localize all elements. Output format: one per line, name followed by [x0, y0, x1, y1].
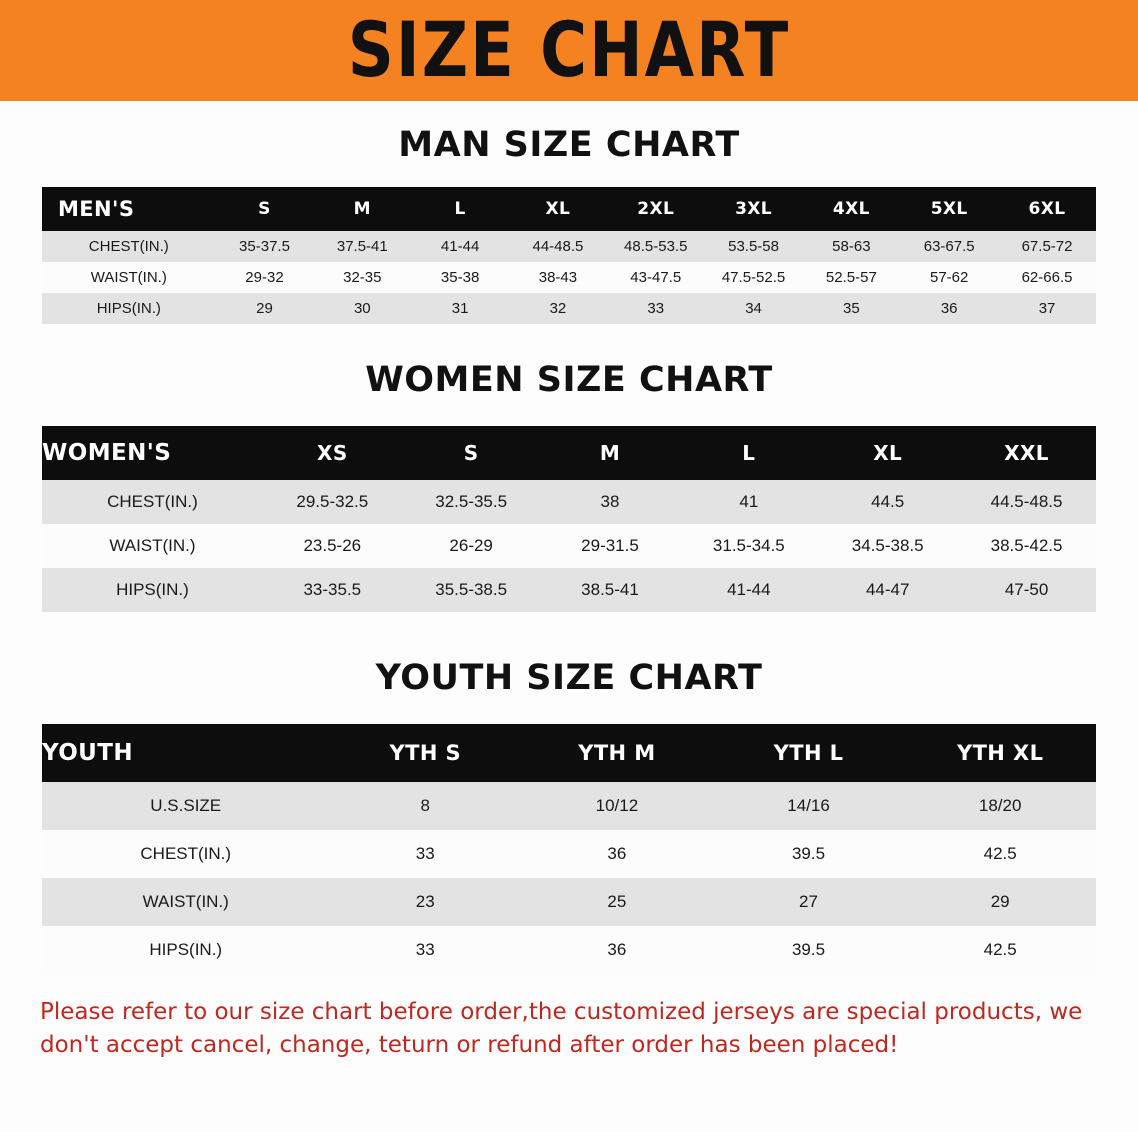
table-cell: 33	[329, 830, 521, 878]
table-corner-label: MEN'S	[42, 187, 216, 231]
order-policy-note: Please refer to our size chart before order,the customized jerseys are special products, we don't accept cancel, change, teturn or refund after order has been placed!	[40, 999, 1083, 1059]
table-cell: 42.5	[904, 926, 1096, 974]
man-table-wrap	[42, 187, 1096, 324]
table-row	[42, 262, 1096, 293]
table-cell: 29-31.5	[541, 524, 680, 568]
row-label: HIPS(IN.)	[42, 926, 329, 974]
row-label: CHEST(IN.)	[42, 830, 329, 878]
table-cell: 41-44	[411, 231, 509, 262]
table-cell: 33	[607, 293, 705, 324]
table-cell: 36	[521, 830, 713, 878]
table-cell: 29.5-32.5	[263, 480, 402, 524]
table-cell: 36	[521, 926, 713, 974]
table-row	[42, 480, 1096, 524]
banner	[0, 0, 1138, 101]
youth-table-body	[42, 782, 1096, 974]
column-header: YTH M	[521, 724, 713, 782]
table-cell: 29	[904, 878, 1096, 926]
column-header: L	[411, 187, 509, 231]
table-cell: 26-29	[402, 524, 541, 568]
man-table-head	[42, 187, 1096, 231]
table-cell: 37	[998, 293, 1096, 324]
youth-size-table	[42, 724, 1096, 974]
column-header: YTH S	[329, 724, 521, 782]
table-cell: 38.5-42.5	[957, 524, 1096, 568]
table-row	[42, 293, 1096, 324]
column-header: 4XL	[802, 187, 900, 231]
table-row	[42, 830, 1096, 878]
table-row	[42, 782, 1096, 830]
table-cell: 62-66.5	[998, 262, 1096, 293]
table-cell: 47-50	[957, 568, 1096, 612]
table-row	[42, 568, 1096, 612]
man-size-table	[42, 187, 1096, 324]
row-label: CHEST(IN.)	[42, 480, 263, 524]
column-header: 3XL	[705, 187, 803, 231]
column-header: L	[679, 426, 818, 480]
table-header-row	[42, 426, 1096, 480]
table-cell: 8	[329, 782, 521, 830]
column-header: 2XL	[607, 187, 705, 231]
row-label: WAIST(IN.)	[42, 262, 216, 293]
table-cell: 41	[679, 480, 818, 524]
table-header-row	[42, 724, 1096, 782]
table-cell: 38.5-41	[541, 568, 680, 612]
table-cell: 32	[509, 293, 607, 324]
table-cell: 35	[802, 293, 900, 324]
table-cell: 52.5-57	[802, 262, 900, 293]
table-cell: 58-63	[802, 231, 900, 262]
table-header-row	[42, 187, 1096, 231]
column-header: S	[216, 187, 314, 231]
table-cell: 41-44	[679, 568, 818, 612]
table-cell: 44.5-48.5	[957, 480, 1096, 524]
column-header: M	[541, 426, 680, 480]
table-cell: 36	[900, 293, 998, 324]
youth-table-wrap	[42, 724, 1096, 974]
table-cell: 42.5	[904, 830, 1096, 878]
man-section-title: MAN SIZE CHART	[398, 125, 740, 165]
table-cell: 29-32	[216, 262, 314, 293]
table-cell: 67.5-72	[998, 231, 1096, 262]
table-cell: 44-47	[818, 568, 957, 612]
row-label: U.S.SIZE	[42, 782, 329, 830]
women-section-title: WOMEN SIZE CHART	[365, 360, 773, 400]
table-cell: 53.5-58	[705, 231, 803, 262]
column-header: XXL	[957, 426, 1096, 480]
table-row	[42, 878, 1096, 926]
table-cell: 32.5-35.5	[402, 480, 541, 524]
table-cell: 18/20	[904, 782, 1096, 830]
row-label: HIPS(IN.)	[42, 568, 263, 612]
table-cell: 34.5-38.5	[818, 524, 957, 568]
table-cell: 48.5-53.5	[607, 231, 705, 262]
table-cell: 23.5-26	[263, 524, 402, 568]
table-cell: 47.5-52.5	[705, 262, 803, 293]
table-cell: 43-47.5	[607, 262, 705, 293]
women-table-head	[42, 426, 1096, 480]
table-cell: 39.5	[713, 926, 905, 974]
youth-section-title: YOUTH SIZE CHART	[375, 658, 763, 698]
table-cell: 25	[521, 878, 713, 926]
column-header: M	[313, 187, 411, 231]
column-header: YTH XL	[904, 724, 1096, 782]
column-header: 6XL	[998, 187, 1096, 231]
table-cell: 29	[216, 293, 314, 324]
women-size-table	[42, 426, 1096, 612]
man-table-body	[42, 231, 1096, 324]
table-cell: 38	[541, 480, 680, 524]
table-cell: 35.5-38.5	[402, 568, 541, 612]
women-table-body	[42, 480, 1096, 612]
table-cell: 38-43	[509, 262, 607, 293]
table-cell: 44.5	[818, 480, 957, 524]
column-header: XS	[263, 426, 402, 480]
row-label: WAIST(IN.)	[42, 524, 263, 568]
table-cell: 35-38	[411, 262, 509, 293]
row-label: CHEST(IN.)	[42, 231, 216, 262]
column-header: 5XL	[900, 187, 998, 231]
table-cell: 34	[705, 293, 803, 324]
women-table-wrap	[42, 426, 1096, 612]
table-cell: 10/12	[521, 782, 713, 830]
table-cell: 31	[411, 293, 509, 324]
column-header: S	[402, 426, 541, 480]
table-cell: 57-62	[900, 262, 998, 293]
table-cell: 33	[329, 926, 521, 974]
youth-table-head	[42, 724, 1096, 782]
table-cell: 27	[713, 878, 905, 926]
column-header: XL	[818, 426, 957, 480]
table-cell: 31.5-34.5	[679, 524, 818, 568]
table-row	[42, 524, 1096, 568]
table-cell: 35-37.5	[216, 231, 314, 262]
table-corner-label: YOUTH	[42, 724, 329, 782]
table-cell: 44-48.5	[509, 231, 607, 262]
column-header: YTH L	[713, 724, 905, 782]
table-cell: 30	[313, 293, 411, 324]
table-cell: 63-67.5	[900, 231, 998, 262]
table-cell: 37.5-41	[313, 231, 411, 262]
table-cell: 14/16	[713, 782, 905, 830]
table-cell: 33-35.5	[263, 568, 402, 612]
page-title: SIZE CHART	[347, 6, 791, 95]
row-label: WAIST(IN.)	[42, 878, 329, 926]
table-cell: 23	[329, 878, 521, 926]
table-row	[42, 926, 1096, 974]
row-label: HIPS(IN.)	[42, 293, 216, 324]
table-row	[42, 231, 1096, 262]
column-header: XL	[509, 187, 607, 231]
table-corner-label: WOMEN'S	[42, 426, 263, 480]
table-cell: 39.5	[713, 830, 905, 878]
table-cell: 32-35	[313, 262, 411, 293]
